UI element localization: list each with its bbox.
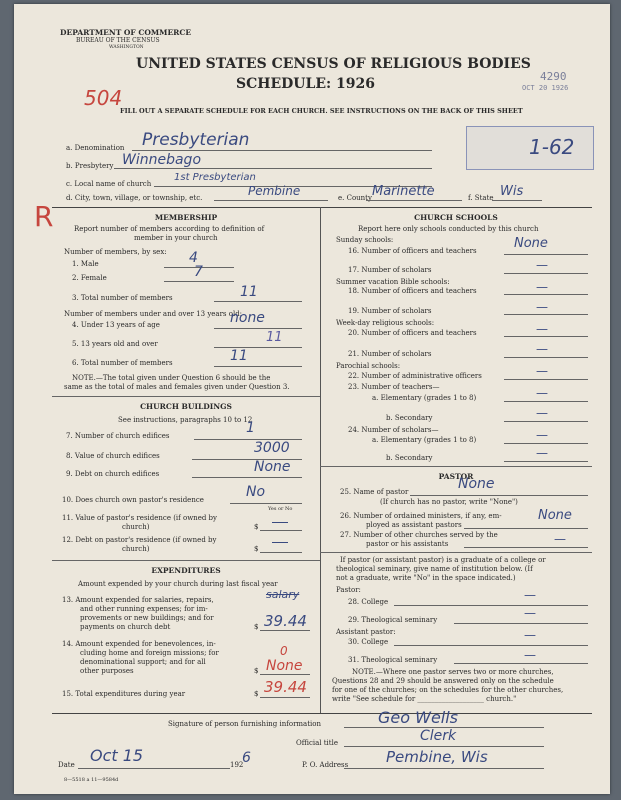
q24b-label: b. Secondary	[386, 454, 433, 462]
grad-text-2: theological seminary, give name of institution below. (If	[336, 565, 533, 573]
q15-label: 15. Total expenditures during year	[62, 690, 186, 698]
q18-dash: —	[536, 280, 548, 294]
q6-line	[214, 366, 302, 367]
q13-line-4: payments on church debt	[80, 623, 171, 631]
pastor-rule	[320, 466, 592, 467]
q27-line-1: 27. Number of other churches served by the	[340, 531, 498, 539]
county-label: e. County	[338, 194, 372, 202]
pastor-subhead: Pastor:	[336, 586, 361, 594]
q1-value: 4	[189, 250, 198, 266]
assistant-subhead: Assistant pastor:	[336, 628, 396, 636]
membership-intro-2: member in your church	[134, 234, 218, 242]
q25-label: 25. Name of pastor	[340, 488, 409, 496]
city-label: WASHINGTON	[109, 45, 144, 50]
form-title: UNITED STATES CENSUS OF RELIGIOUS BODIES	[136, 56, 531, 72]
q2-label: 2. Female	[72, 274, 107, 282]
buildings-rule	[52, 396, 320, 397]
q30-line	[394, 645, 588, 646]
pastor-note-4: write "See schedule for ___________________ church."	[332, 695, 517, 703]
q12-dash	[272, 542, 288, 543]
official-title-line	[344, 746, 544, 747]
handwritten-number: 504	[84, 86, 123, 110]
q20-line	[504, 336, 588, 337]
q10-label: 10. Does church own pastor's residence	[62, 496, 204, 504]
signature-label: Signature of person furnishing information	[168, 720, 322, 728]
state-value: Wis	[500, 184, 524, 199]
q9-label: 9. Debt on church edifices	[66, 470, 160, 478]
q23a-line	[504, 401, 588, 402]
q25-line	[410, 495, 588, 496]
q28-line	[394, 605, 588, 606]
weekday-label: Week-day religious schools:	[336, 319, 435, 327]
q14-line-4: other purposes	[80, 667, 134, 675]
office-code-box	[466, 126, 594, 170]
q17-dash: —	[536, 258, 548, 272]
q26-line	[464, 528, 588, 529]
grad-rule	[320, 552, 592, 553]
q5-line	[214, 347, 302, 348]
q13-line-3: provements or new buildings; and for	[80, 614, 214, 622]
by-sex-label: Number of members, by sex:	[64, 248, 167, 256]
q4-line	[214, 328, 302, 329]
form-code: 8—5518 a 11—9584d	[64, 777, 119, 783]
q4-value: none	[230, 310, 265, 326]
q21-label: 21. Number of scholars	[348, 350, 432, 358]
local-name-value: 1st Presbyterian	[174, 172, 256, 183]
date-label: Date	[58, 761, 75, 769]
grad-text-3: not a graduate, write "No" in the space indicated.)	[336, 574, 516, 582]
po-address-line	[344, 768, 544, 769]
county-value: Marinette	[372, 184, 435, 199]
presbytery-value: Winnebago	[122, 152, 202, 168]
q11-dash	[272, 522, 288, 523]
q13-line	[260, 630, 310, 631]
city-line	[214, 200, 328, 201]
q24-label: 24. Number of scholars—	[348, 426, 439, 434]
q19-dash: —	[536, 300, 548, 314]
q20-dash: —	[536, 322, 548, 336]
q5-label: 5. 13 years old and over	[72, 340, 158, 348]
q13-dollar: $	[254, 623, 259, 631]
q4-label: 4. Under 13 years of age	[72, 321, 160, 329]
q14-line	[260, 674, 310, 675]
center-divider	[320, 207, 321, 713]
q23-label: 23. Number of teachers—	[348, 383, 440, 391]
q25-value: None	[458, 476, 495, 492]
q3-line	[214, 301, 302, 302]
q13-value: 39.44	[264, 612, 307, 630]
presbytery-label: b. Presbytery	[66, 162, 114, 170]
q19-line	[504, 314, 588, 315]
received-stamp-date: OCT 20 1926	[522, 84, 569, 92]
local-name-label: c. Local name of church	[66, 180, 152, 188]
q27-line-2: pastor or his assistants	[366, 540, 449, 548]
q14-value: None	[266, 658, 303, 674]
q24a-label: a. Elementary (grades 1 to 8)	[372, 436, 477, 444]
membership-heading: MEMBERSHIP	[154, 213, 218, 222]
denomination-line	[132, 150, 432, 151]
q18-label: 18. Number of officers and teachers	[348, 287, 477, 295]
top-rule	[52, 207, 592, 208]
city-value: Pembine	[248, 184, 301, 198]
official-title-label: Official title	[296, 739, 338, 747]
q11-line	[260, 530, 302, 531]
age-label: Number of members under and over 13 years old:	[64, 310, 243, 318]
po-address-label: P. O. Address	[302, 761, 349, 769]
q10-value: No	[246, 484, 266, 500]
q27-line	[464, 547, 588, 548]
q16-value: None	[514, 236, 548, 251]
dept-label: DEPARTMENT OF COMMERCE	[60, 28, 192, 37]
q6-value: 11	[230, 348, 248, 364]
q29-label: 29. Theological seminary	[348, 616, 438, 624]
pastor-heading: PASTOR	[438, 472, 474, 481]
q5-value: 11	[266, 330, 283, 345]
denomination-label: a. Denomination	[66, 144, 125, 152]
q22-label: 22. Number of administrative officers	[348, 372, 482, 380]
q26-line-2: ployed as assistant pastors	[366, 521, 462, 529]
red-r-mark: R	[34, 200, 54, 233]
q6-label: 6. Total number of members	[72, 359, 173, 367]
q20-label: 20. Number of officers and teachers	[348, 329, 477, 337]
q14-line-3: denominational support; and for all	[80, 658, 206, 666]
q30-label: 30. College	[348, 638, 389, 646]
q12-label-2: church)	[122, 545, 150, 553]
q17-label: 17. Number of scholars	[348, 266, 432, 274]
membership-note-2: same as the total of males and females given under Question 3.	[64, 383, 290, 391]
q9-value: None	[254, 459, 291, 475]
city-field-label: d. City, town, village, or township, etc.	[66, 194, 203, 202]
q9-line	[192, 477, 302, 478]
q23a-dash: —	[536, 386, 548, 400]
q18-line	[504, 294, 588, 295]
q14-mark: 0	[280, 644, 288, 658]
q15-value: 39.44	[264, 678, 307, 696]
signature-value: Geo Wells	[378, 708, 459, 727]
q31-label: 31. Theological seminary	[348, 656, 438, 664]
q12-line	[260, 552, 302, 553]
year-value: 6	[242, 750, 251, 766]
q23b-label: b. Secondary	[386, 414, 433, 422]
q13-line-1: 13. Amount expended for salaries, repairs,	[62, 596, 214, 604]
q29-dash: —	[524, 606, 536, 620]
q23b-dash: —	[536, 406, 548, 420]
presbytery-line	[114, 168, 432, 169]
q11-dollar: $	[254, 523, 259, 531]
denomination-value: Presbyterian	[142, 130, 250, 150]
q21-dash: —	[536, 342, 548, 356]
pastor-note-1: NOTE.—Where one pastor serves two or more churches,	[352, 668, 554, 676]
q12-label-1: 12. Debt on pastor's residence (if owned by	[62, 536, 217, 544]
q15-line	[260, 697, 310, 698]
state-line	[492, 200, 542, 201]
schools-sub: Report here only schools conducted by this church	[358, 225, 539, 233]
q24a-dash: —	[536, 428, 548, 442]
q7-label: 7. Number of church edifices	[66, 432, 170, 440]
q24b-dash: —	[536, 446, 548, 460]
received-stamp-number: 4290	[540, 70, 567, 83]
q23b-line	[504, 421, 588, 422]
q10-line	[230, 503, 302, 504]
q17-line	[504, 273, 588, 274]
year-prefix: 192	[230, 761, 244, 769]
q16-line	[504, 254, 588, 255]
q28-dash: —	[524, 588, 536, 602]
q11-label-1: 11. Value of pastor's residence (if owned by	[62, 514, 217, 522]
q16-label: 16. Number of officers and teachers	[348, 247, 477, 255]
official-title-value: Clerk	[420, 728, 457, 744]
pastor-note-3: for one of the churches; on the schedules for the other churches,	[332, 686, 564, 694]
bottom-rule	[52, 713, 592, 714]
q13-line-2: and other running expenses; for im-	[80, 605, 208, 613]
q3-value: 11	[240, 284, 258, 300]
parochial-label: Parochial schools:	[336, 362, 401, 370]
q31-line	[454, 663, 588, 664]
q24b-line	[504, 461, 588, 462]
date-line	[78, 768, 230, 769]
q26-line-1: 26. Number of ordained ministers, if any, em-	[340, 512, 502, 520]
q22-line	[504, 379, 588, 380]
q11-label-2: church)	[122, 523, 150, 531]
q2-line	[164, 281, 234, 282]
date-value: Oct 15	[90, 746, 144, 765]
buildings-sub: See instructions, paragraphs 10 to 12	[118, 416, 253, 424]
yes-no-hint: Yes or No	[268, 506, 293, 512]
q15-dollar: $	[254, 690, 259, 698]
pastor-note-2: Questions 28 and 29 should be answered only on the schedule	[332, 677, 554, 685]
buildings-heading: CHURCH BUILDINGS	[140, 402, 232, 411]
po-address-value: Pembine, Wis	[386, 748, 488, 766]
membership-note-1: NOTE.—The total given under Question 6 should be the	[72, 374, 271, 382]
q12-dollar: $	[254, 545, 259, 553]
q27-dash: —	[554, 532, 566, 546]
expenditures-rule	[52, 560, 320, 561]
q30-dash: —	[524, 628, 536, 642]
q21-line	[504, 357, 588, 358]
q14-dollar: $	[254, 667, 259, 675]
q19-label: 19. Number of scholars	[348, 307, 432, 315]
q13-note: salary	[266, 588, 300, 601]
q8-value: 3000	[254, 440, 290, 456]
expenditures-sub: Amount expended by your church during last fiscal year	[78, 580, 278, 588]
grad-text-1: If pastor (or assistant pastor) is a graduate of a college or	[340, 556, 546, 564]
census-form-page	[14, 4, 610, 794]
q24a-line	[504, 443, 588, 444]
q3-label: 3. Total number of members	[72, 294, 173, 302]
office-code-value: 1-62	[529, 135, 575, 159]
summer-label: Summer vacation Bible schools:	[336, 278, 450, 286]
county-line	[366, 200, 462, 201]
q29-line	[454, 623, 588, 624]
q31-dash: —	[524, 648, 536, 662]
bureau-label: BUREAU OF THE CENSUS	[76, 37, 160, 44]
schedule-title: SCHEDULE: 1926	[236, 76, 376, 92]
q7-value: 1	[246, 420, 255, 436]
q1-label: 1. Male	[72, 260, 99, 268]
schools-heading: CHURCH SCHOOLS	[414, 213, 498, 222]
q28-label: 28. College	[348, 598, 389, 606]
q14-line-1: 14. Amount expended for benevolences, in-	[62, 640, 216, 648]
q23a-label: a. Elementary (grades 1 to 8)	[372, 394, 477, 402]
q25-note: (If church has no pastor, write "None")	[380, 498, 518, 506]
instructions-line: FILL OUT A SEPARATE SCHEDULE FOR EACH CHURCH. SEE INSTRUCTIONS ON THE BACK OF THIS SHEET	[120, 107, 523, 115]
q14-line-2: cluding home and foreign missions; for	[80, 649, 219, 657]
q8-label: 8. Value of church edifices	[66, 452, 160, 460]
q2-value: 7	[194, 264, 203, 280]
membership-intro-1: Report number of members according to definition of	[74, 225, 265, 233]
expenditures-heading: EXPENDITURES	[151, 566, 221, 575]
state-label: f. State	[468, 194, 494, 202]
q26-value: None	[538, 508, 572, 523]
sunday-label: Sunday schools:	[336, 236, 394, 244]
q22-dash: —	[536, 364, 548, 378]
